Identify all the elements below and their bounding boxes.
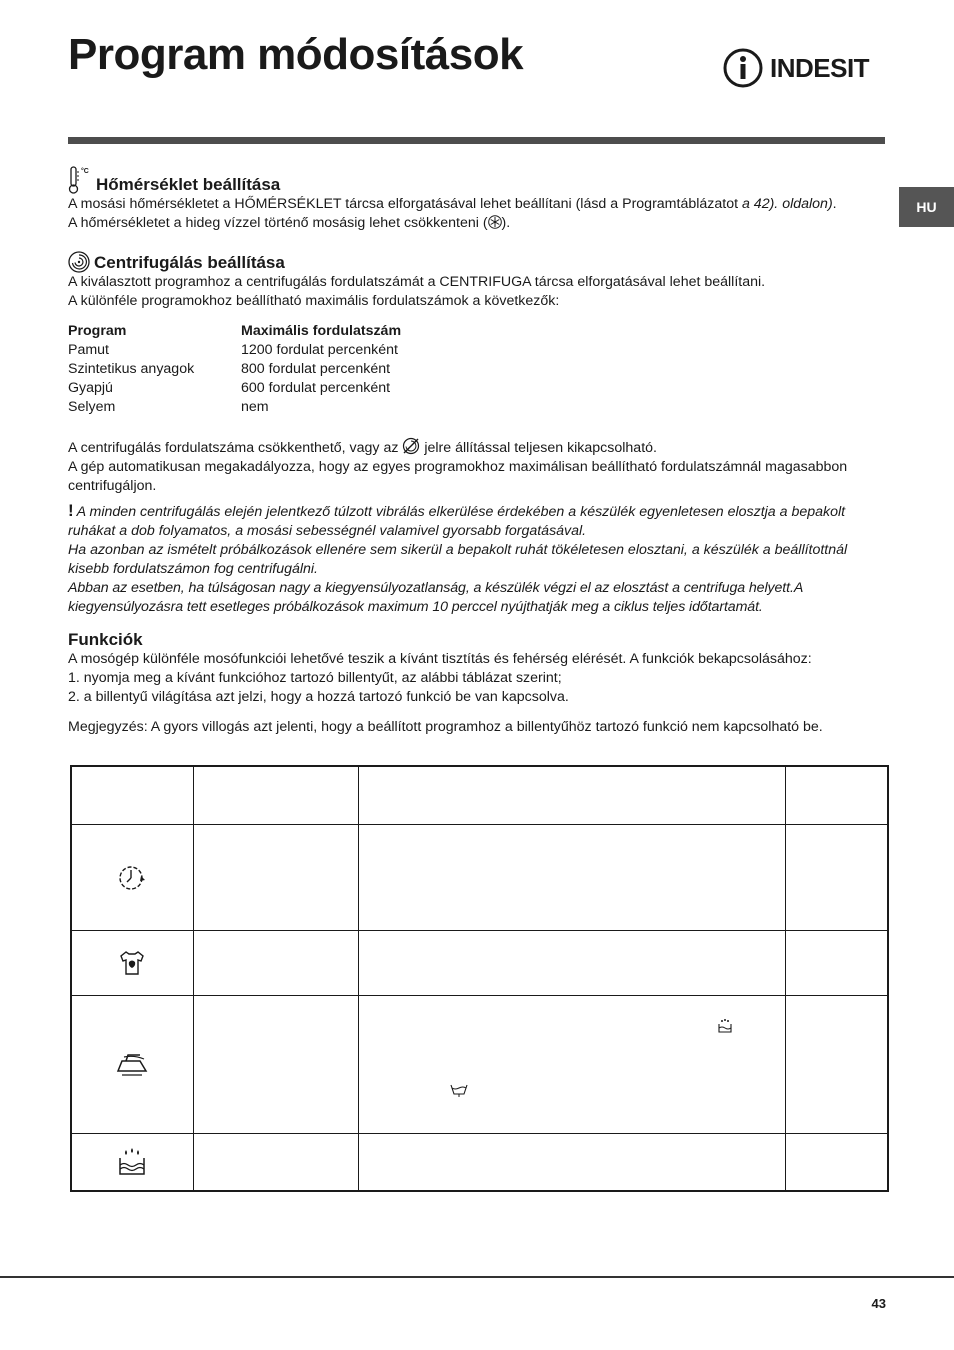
spin-heading: [68, 251, 888, 273]
stain-removal-shirt-icon: [117, 948, 147, 978]
table-row: [71, 766, 888, 824]
cell-icon-wrap: [72, 825, 193, 930]
table-cell: [785, 930, 888, 995]
temperature-line2-end: ).: [501, 215, 511, 231]
spin-reduce-text: A centrifugálás fordulatszáma csökkenthető, vagy az: [68, 440, 403, 456]
functions-note: Megjegyzés: A gyors villogás azt jelenti, hogy a beállított programhoz a billentyűhöz tartozó funkció nem kapcsolható be.: [68, 719, 823, 735]
easy-iron-icon: [112, 1047, 152, 1081]
functions-line1: A mosógép különféle mosófunkciói lehetővé teszik a kívánt tisztítás és fehérség elérését. A funkciók bekapcsolásához:: [68, 651, 812, 667]
svg-text:°C: °C: [81, 168, 89, 175]
temperature-line1-text: A mosási hőmérsékletet a HŐMÉRSÉKLET tárcsa elforgatásával lehet beállítani (lásd a Programtáblázatot: [68, 196, 742, 212]
header-rule: [68, 137, 885, 144]
table-cell: [71, 766, 193, 824]
functions-step1: 1. nyomja meg a kívánt funkcióhoz tartozó billentyűt, az alábbi táblázat szerint;: [68, 670, 562, 686]
table-cell: [785, 766, 888, 824]
functions-table: [70, 765, 889, 1192]
spin-section: [68, 251, 888, 311]
warning-p3: Abban az esetben, ha túlságosan nagy a kiegyensúlyozatlanság, a készülék végzi el az elosztást a centrifuga helyett.A kiegyensúlyozásra tett esetleges próbálkozások maximum 10 perccel nyújthatják meg a ciklus teljes időtartamát.: [68, 580, 803, 615]
spin-line1: A kiválasztott programhoz a centrifugálás fordulatszámát a CENTRIFUGA tárcsa elforgatásával lehet beállítani.: [68, 274, 766, 290]
snowflake-icon: [488, 215, 502, 229]
table-cell: [358, 1133, 785, 1191]
spin-max-speed: 600 fordulat percenként: [241, 380, 391, 396]
table-row: [68, 360, 401, 379]
language-tab: HU: [899, 187, 954, 227]
table-row: [68, 398, 401, 417]
cell-icon-wrap: [72, 931, 193, 995]
page-number: 43: [871, 1296, 886, 1311]
time-saver-icon: [115, 860, 149, 894]
temperature-line1-ref: a 42). oldalon): [741, 196, 833, 212]
spin-reduce-end: jelre állítással teljesen kikapcsolható.: [420, 440, 657, 456]
spin-heading-text: Centrifugálás beállítása: [94, 253, 285, 272]
table-cell: [785, 1133, 888, 1191]
thermometer-icon: [68, 165, 92, 195]
spin-program-name: Pamut: [68, 342, 110, 358]
spin-table-header-speed: Maximális fordulatszám: [241, 323, 402, 339]
table-cell: [358, 995, 785, 1133]
table-cell: [193, 824, 358, 930]
indesit-logo: [722, 48, 869, 88]
spin-notes: [68, 437, 888, 496]
spin-icon: [68, 251, 90, 273]
spin-max-speed: nem: [241, 399, 269, 415]
functions-step2: 2. a billentyű világítása azt jelzi, hogy a hozzá tartozó funkció be van kapcsolva.: [68, 689, 569, 705]
temperature-line2: [68, 214, 888, 233]
table-cell: [358, 824, 785, 930]
table-cell: [71, 824, 193, 930]
functions-heading: Funkciók: [68, 630, 143, 649]
temperature-heading-text: Hőmérséklet beállítása: [96, 175, 281, 194]
table-cell: [358, 766, 785, 824]
table-row: [71, 995, 888, 1133]
spin-max-speed: 800 fordulat percenként: [241, 361, 391, 377]
table-cell: [193, 930, 358, 995]
table-row: [71, 930, 888, 995]
spin-table-header-program: Program: [68, 323, 127, 339]
brand-name: INDESIT: [770, 52, 870, 83]
warning-mark: !: [68, 501, 74, 520]
table-cell: [785, 824, 888, 930]
no-spin-icon: [402, 437, 420, 455]
temperature-line2-text: A hőmérsékletet a hideg vízzel történő mosásig lehet csökkenteni (: [68, 215, 488, 231]
spin-table-header: [68, 322, 401, 341]
temperature-line1-end: .: [832, 196, 837, 212]
spin-reduce-line: [68, 437, 888, 458]
temperature-line1: [68, 195, 888, 214]
table-cell: [71, 1133, 193, 1191]
spin-auto-line: A gép automatikusan megakadályozza, hogy az egyes programokhoz maximálisan beállítható fordulatszámnál magasabbon centrifugáljon.: [68, 459, 848, 494]
table-cell: [193, 995, 358, 1133]
footer-rule: [0, 1276, 954, 1278]
page-title: Program módosítások: [68, 30, 524, 79]
indesit-logo-icon: [722, 47, 764, 89]
spin-program-name: Gyapjú: [68, 380, 113, 396]
warning-p1: [68, 501, 888, 541]
spin-program-name: Szintetikus anyagok: [68, 361, 195, 377]
table-cell: [785, 995, 888, 1133]
wash-tub-small-icon: [449, 1082, 469, 1098]
cell-icon-wrap: [72, 1134, 193, 1191]
table-row: [68, 341, 401, 360]
table-cell: [71, 995, 193, 1133]
table-row: [71, 1133, 888, 1191]
table-cell: [358, 930, 785, 995]
extra-rinse-small-icon: [717, 1018, 733, 1034]
cell-icon-wrap: [72, 996, 193, 1133]
table-cell: [193, 1133, 358, 1191]
extra-rinse-icon: [116, 1146, 148, 1178]
spin-line2: A különféle programokhoz beállítható maximális fordulatszámok a következők:: [68, 293, 560, 309]
table-cell: [193, 766, 358, 824]
temperature-heading: [68, 165, 888, 195]
table-row: [71, 824, 888, 930]
spin-speed-table: [68, 322, 401, 417]
warning-block: [68, 501, 888, 617]
warning-p2: Ha azonban az ismételt próbálkozások ellenére sem sikerül a bepakolt ruhát tökéletesen elosztani, a készülék a beállítottnál kisebb fordulatszámon fog centrifugálni.: [68, 542, 848, 577]
spin-max-speed: 1200 fordulat percenként: [241, 342, 398, 358]
table-row: [68, 379, 401, 398]
warning-p1-text: A minden centrifugálás elején jelentkező túlzott vibrálás elkerülése érdekében a készülék egyenletesen elosztja a bepakolt ruhákat a dob folyamatos, a mosási sebességnél valamivel gyorsabb forgatásával.: [68, 504, 846, 539]
spin-program-name: Selyem: [68, 399, 116, 415]
table-cell: [71, 930, 193, 995]
functions-section: [68, 630, 888, 707]
temperature-section: [68, 165, 888, 233]
